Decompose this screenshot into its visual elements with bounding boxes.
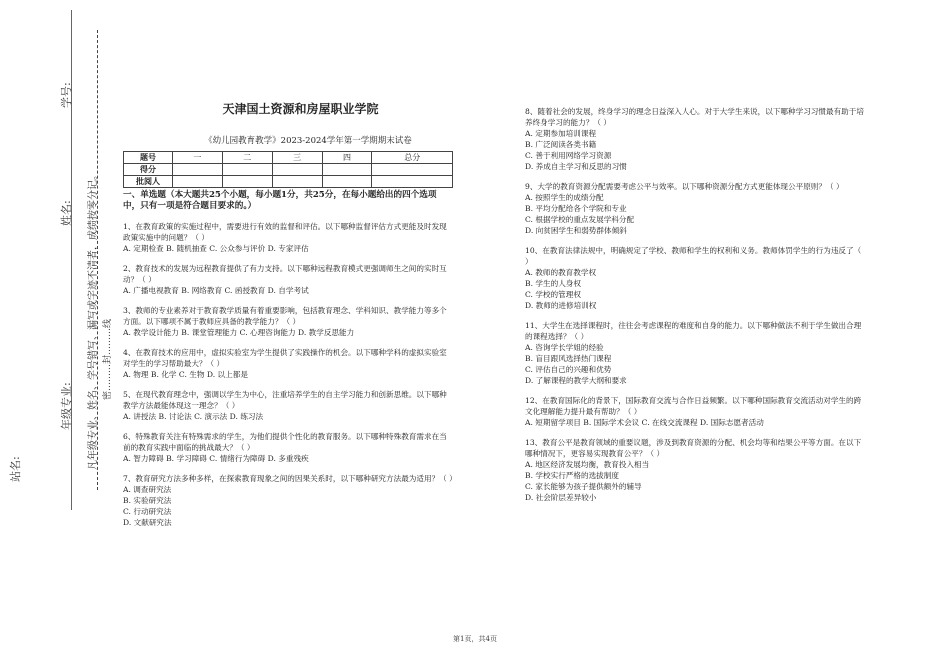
question-options: A. 物理 B. 化学 C. 生物 D. 以上都是 [123,370,248,379]
question-stem: 8、随着社会的发展，终身学习的理念日益深入人心。对于大学生来说，以下哪种学习习惯最有助于培养终身学习的能力？（ ） [525,107,864,127]
question-stem: 11、大学生在选择课程时，往往会考虑课程的难度和自身的能力。以下哪种做法不利于学生做出合理的课程选择？（ ） [525,321,862,341]
question-options: A. 讲授法 B. 讨论法 C. 演示法 D. 练习法 [123,412,264,421]
option: D. 教师的进修培训权 [525,301,597,310]
question-2 [123,263,453,296]
option: A. 按照学生的成绩分配 [525,193,604,202]
option: B. 实验研究法 [123,496,172,505]
option: C. 评估自己的兴趣和优势 [525,365,612,374]
question-stem: 12、在教育国际化的背景下，国际教育交流与合作日益频繁。以下哪种国际教育交流活动对学生的跨文化理解能力提升最有帮助？（ ） [525,396,862,416]
row-label: 批阅人 [124,176,173,188]
option: A. 地区经济发展均衡，教育投入相当 [525,460,650,469]
question-stem: 3、教师的专业素养对于教育教学质量有着重要影响，包括教育理念、学科知识、教学能力等多个方面。以下哪项不属于教师应具备的教学能力？（ ） [123,306,447,326]
column-header: 总分 [372,152,453,164]
option: A. 教师的教育教学权 [525,268,597,277]
question-stem: 10、在教育法律法规中，明确规定了学校、教师和学生的权利和义务。教师体罚学生的行为违反了（ ） [525,246,862,266]
question-stem: 13、教育公平是教育领域的重要议题，涉及到教育资源的分配、机会均等和结果公平等方面。在以下哪种情况下，更容易实现教育公平？（ ） [525,438,862,458]
name-label: 姓名: [60,200,73,226]
question-4 [123,347,453,380]
page-number: 第1页，共4页 [453,635,497,643]
option: B. 学校实行严格的选拔制度 [525,471,619,480]
student-id-label: 学号: [60,82,73,108]
question-7 [123,473,457,528]
grader-cell[interactable] [372,176,453,188]
score-row [124,164,453,176]
question-10 [525,245,865,311]
option: C. 善于利用网络学习资源 [525,151,612,160]
exam-subtitle: 《幼儿园教育教学》2023-2024学年第一学期期末试卷 [204,136,412,146]
seal-line-text: 密………封………线 [103,318,113,400]
column-header: 一 [173,152,223,164]
option: A. 定期参加培训课程 [525,129,597,138]
option: C. 行动研究法 [123,507,172,516]
grader-cell[interactable] [322,176,372,188]
left-column [123,100,457,528]
option: D. 养成自主学习和反思的习惯 [525,162,627,171]
question-3 [123,305,453,338]
question-9 [525,181,865,236]
option: D. 社会阶层差异较小 [525,493,597,502]
option: D. 了解课程的教学大纲和要求 [525,376,627,385]
question-stem: 1、在教育政策的实施过程中，需要进行有效的监督和评估。以下哪种监督评估方式更能及时发现政策实施中的问题？（ ） [123,222,447,242]
question-6 [123,431,453,464]
option: B. 盲目跟风选择热门课程 [525,354,612,363]
score-table [123,151,453,188]
right-column [525,106,865,503]
column-header: 四 [322,152,372,164]
question-options: A. 教学设计能力 B. 课堂管理能力 C. 心理咨询能力 D. 教学反思能力 [123,328,355,337]
option: B. 学生的人身权 [525,279,581,288]
score-cell[interactable] [322,164,372,176]
question-stem: 4、在教育技术的应用中，虚拟实验室为学生提供了实践操作的机会。以下哪种学科的虚拟实验室对学生的学习帮助最大？（ ） [123,348,447,368]
option: D. 文献研究法 [123,518,172,527]
column-header: 三 [272,152,322,164]
row-label: 题号 [124,152,173,164]
option: C. 家长能够为孩子提供额外的辅导 [525,482,642,491]
question-5 [123,389,453,422]
section-title: 一、单选题（本大题共25个小题，每小题1分，共25分，在每小题给出的四个选项中，只有一项是符合题目要求的。） [123,190,437,211]
question-options: A. 短期留学项目 B. 国际学术会议 C. 在线交流课程 D. 国际志愿者活动 [525,418,764,427]
question-options: A. 定期检查 B. 随机抽查 C. 公众参与评价 D. 专家评估 [123,244,309,253]
school-name: 天津国土资源和房屋职业学院 [222,102,379,116]
grader-cell[interactable] [272,176,322,188]
grade-label: 年级专业: [60,382,73,430]
row-label: 得分 [124,164,173,176]
score-cell[interactable] [272,164,322,176]
question-1 [123,221,453,254]
grader-cell[interactable] [173,176,223,188]
option: C. 学校的管理权 [525,290,581,299]
score-cell[interactable] [372,164,453,176]
question-stem: 5、在现代教育理念中，强调以学生为中心，注重培养学生的自主学习能力和创新思维。以下哪种教学方法最能体现这一理念？（ ） [123,390,447,410]
option: D. 向贫困学生和弱势群体倾斜 [525,226,627,235]
option: B. 平均分配给各个学院和专业 [525,204,627,213]
question-8 [525,106,865,172]
question-stem: 9、大学的教育资源分配需要考虑公平与效率。以下哪种资源分配方式更能体现公平原则？（ ） [525,182,844,191]
option: A. 调查研究法 [123,485,172,494]
question-12 [525,395,865,428]
question-13 [525,437,865,503]
question-stem: 6、特殊教育关注有特殊需求的学生，为他们提供个性化的教育服务。以下哪种特殊教育需求在当前的教育实践中面临的挑战最大？（ ） [123,432,447,452]
exam-rules-note: 凡年级专业、姓名、学号错写、漏写或字迹不清者，成绩按零分记。 [88,170,99,470]
question-11 [525,320,865,386]
column-header: 二 [222,152,272,164]
grader-row [124,176,453,188]
question-stem: 2、教育技术的发展为远程教育提供了有力支持。以下哪种远程教育模式更强调师生之间的实时互动？（ ） [123,264,447,284]
grader-cell[interactable] [222,176,272,188]
question-options: A. 智力障碍 B. 学习障碍 C. 情绪行为障碍 D. 多重残疾 [123,454,309,463]
question-stem: 7、教育研究方法多种多样，在探索教育现象之间的因果关系时，以下哪种研究方法最为适用？（ ） [123,474,457,483]
option: A. 咨询学长学姐的经验 [525,343,604,352]
score-cell[interactable] [222,164,272,176]
score-cell[interactable] [173,164,223,176]
option: B. 广泛阅读各类书籍 [525,140,597,149]
score-table-header-row [124,152,453,164]
question-options: A. 广播电视教育 B. 网络教育 C. 函授教育 D. 自学考试 [123,286,309,295]
binding-margin [0,0,113,672]
station-label: 站名: [9,456,22,482]
option: C. 根据学校的重点发展学科分配 [525,215,635,224]
